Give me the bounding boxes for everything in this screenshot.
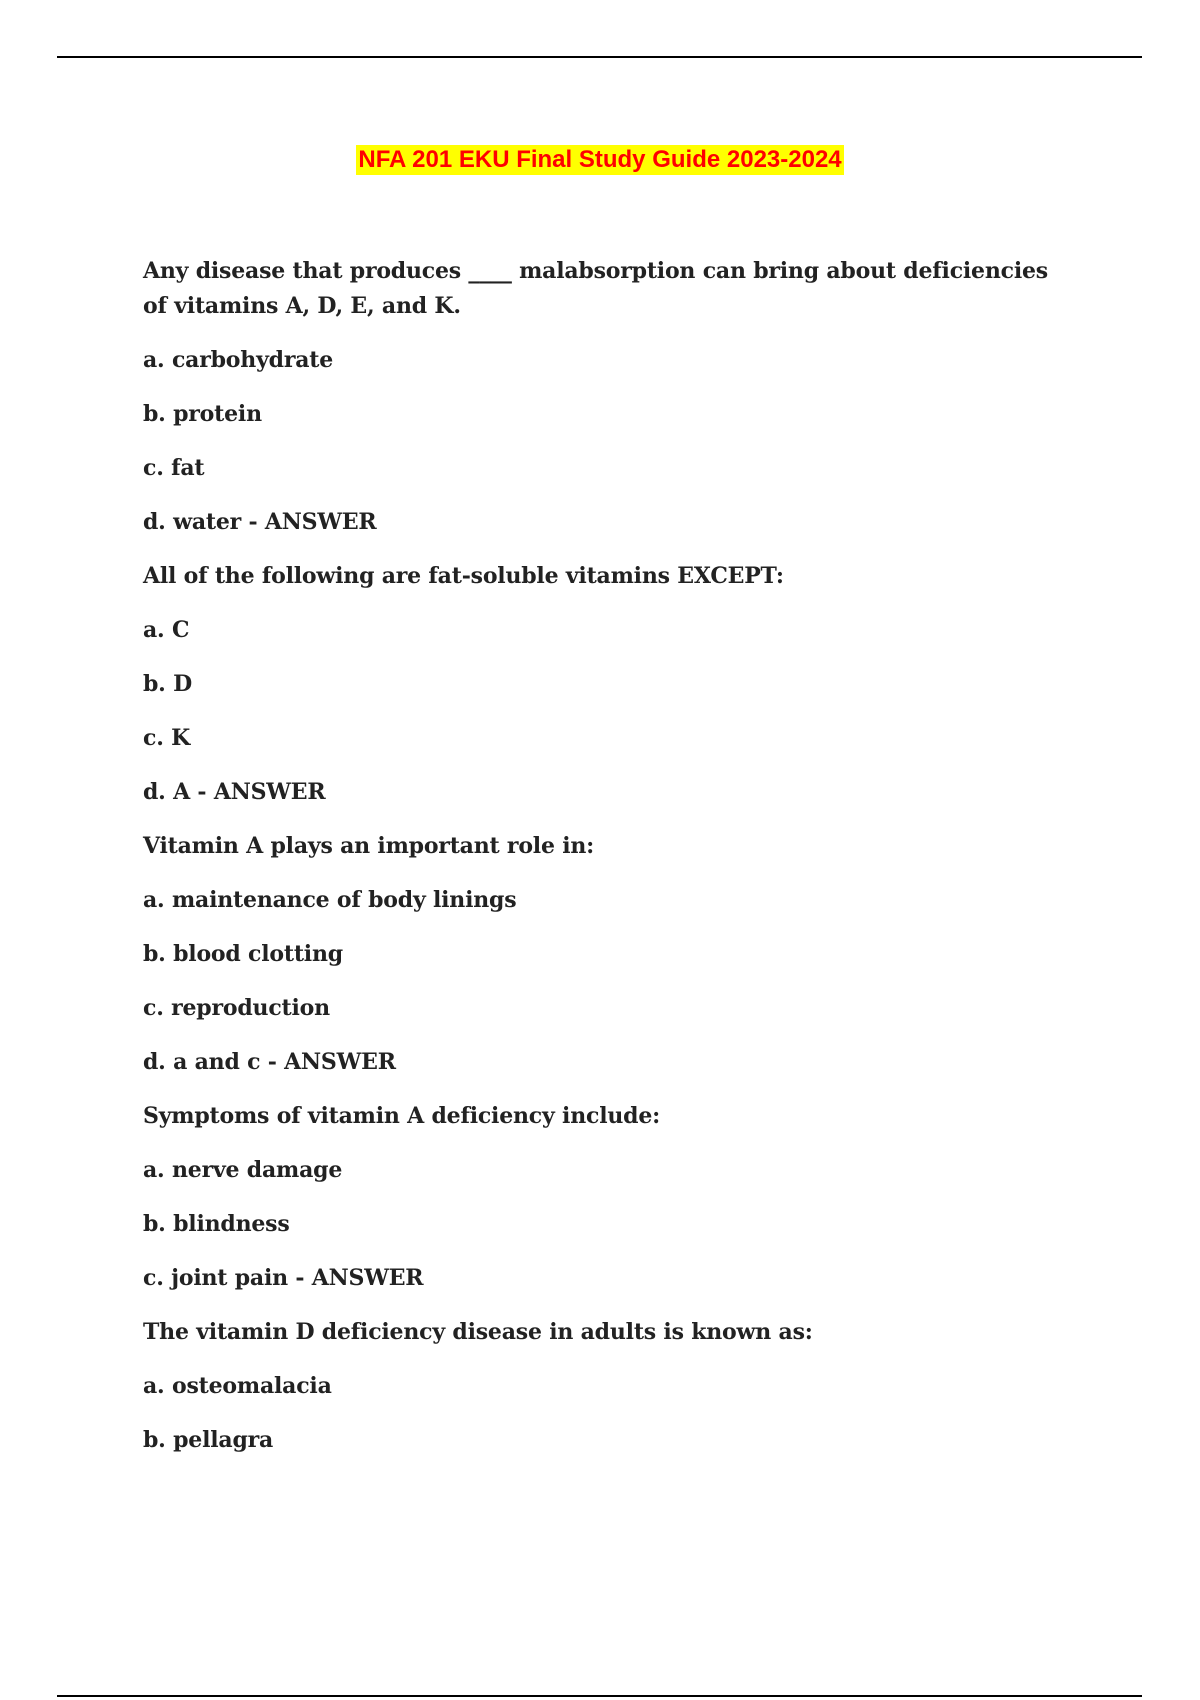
answer-option: c. K xyxy=(143,725,191,751)
bottom-rule xyxy=(57,1695,1142,1697)
answer-option: a. carbohydrate xyxy=(143,347,334,373)
answer-option: d. a and c - ANSWER xyxy=(143,1049,396,1075)
answer-option: b. blindness xyxy=(143,1211,290,1237)
question-prompt: Any disease that produces ____ malabsorption can bring about deficiencies of vitamins A, D, E, and K. xyxy=(143,258,1048,319)
answer-option: c. reproduction xyxy=(143,995,330,1021)
answer-option: b. protein xyxy=(143,401,262,427)
page-title: NFA 201 EKU Final Study Guide 2023-2024 xyxy=(358,146,842,173)
answer-option: b. blood clotting xyxy=(143,941,343,967)
answer-option: c. joint pain - ANSWER xyxy=(143,1265,424,1291)
study-guide-content xyxy=(143,254,1063,1477)
answer-option: d. water - ANSWER xyxy=(143,509,377,535)
answer-option: d. A - ANSWER xyxy=(143,779,326,805)
top-rule xyxy=(57,56,1142,58)
answer-option: b. D xyxy=(143,671,192,697)
answer-option: a. maintenance of body linings xyxy=(143,887,517,913)
answer-option: c. fat xyxy=(143,455,205,481)
question-prompt: Symptoms of vitamin A deficiency include: xyxy=(143,1103,661,1129)
question-prompt: All of the following are fat-soluble vitamins EXCEPT: xyxy=(143,563,784,589)
question-prompt: Vitamin A plays an important role in: xyxy=(143,833,595,859)
answer-option: a. nerve damage xyxy=(143,1157,343,1183)
answer-option: a. C xyxy=(143,617,190,643)
answer-option: a. osteomalacia xyxy=(143,1373,332,1399)
question-prompt: The vitamin D deficiency disease in adults is known as: xyxy=(143,1319,813,1345)
answer-option: b. pellagra xyxy=(143,1427,274,1453)
title-container xyxy=(0,145,1200,175)
